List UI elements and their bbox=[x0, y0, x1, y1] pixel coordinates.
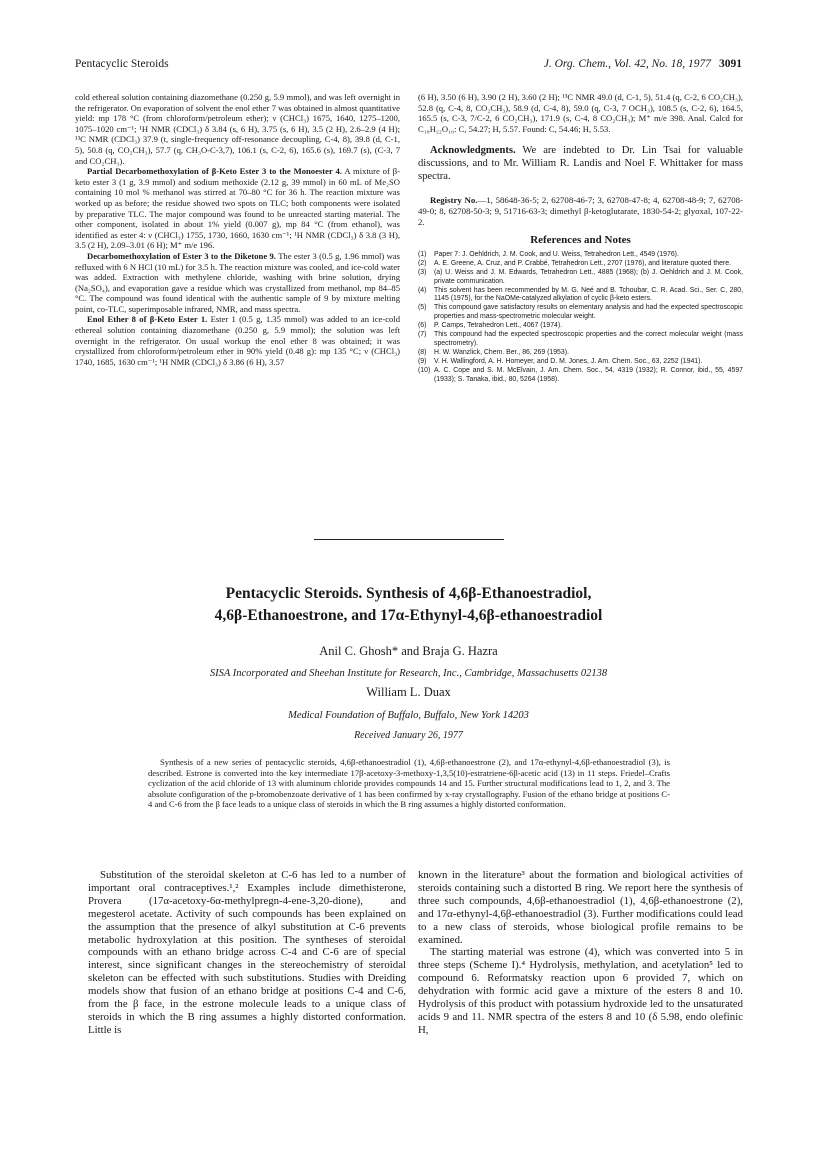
registry-heading: Registry No. bbox=[430, 195, 478, 206]
body-left-column: Substitution of the steroidal skeleton at C-6 has led to a number of important oral contraceptives.¹,² Examples include dimethisterone, Provera (17α-acetoxy-6α-methylpregn-4-ene-3,20-dione), and megesterol acetate. Activity of such compounds has been explained on the assumption that the presence of alkyl substitution at C-6 prevents metabolic hydroxylation at this position. The syntheses of steroidal compounds with an ethano bridge across C-4 and C-6 are of special interest, since significant changes in the stereochemistry of steroidal skeleton can be effected with such substitutions. Studies with Dreiding models show that fusion of an ethano bridge at positions C-4 and C-6, from the β face, in the estrone molecule leads to a unique class of steroids in which the B ring assumes a highly distorted conformation. Little is bbox=[88, 869, 406, 1036]
title-line: 4,6β-Ethanoestrone, and 17α-Ethynyl-4,6β-ethanoestradiol bbox=[214, 607, 603, 624]
experimental-paragraph: Enol Ether 8 of β-Keto Ester 1. Ester 1 (0.5 g, 1.35 mmol) was added to an ice-cold ethereal solution containing diazomethane (0.250 g, 5.9 mmol); the solution was left overnight in the refrigerator. On usual workup the enol ether 8 was obtained; it was crystallized from chloroform/petroleum ether in 90% yield (0.48 g): mp 135 °C; ν (CHCl₃) 1740, 1685, 1630 cm⁻¹; ¹H NMR (CDCl₃) δ 3.86 (6 H), 3.57 bbox=[75, 314, 400, 367]
reference-item: (7) This compound had the expected spectroscopic properties and the correct molecular weight (mass spectrometry). bbox=[418, 331, 743, 347]
reference-item: (5) This compound gave satisfactory results on elementary analysis and had the expected spectroscopic properties and mass-spectrometric molecular weight. bbox=[418, 304, 743, 320]
article-title bbox=[60, 583, 757, 627]
experimental-paragraph: cold ethereal solution containing diazomethane (0.250 g, 5.9 mmol), and was left overnight in the refrigerator. On evaporation of solvent the enol ether 7 was obtained in almost quantitative yield: mp 178 °C (from chloroform/petroleum ether); ν (CHCl₃) 1675, 1640, 1275–1200, 1075–1020 cm⁻¹; ¹H NMR (CDCl₃) δ 3.84 (s, 6 H), 3.75 (s, 6 H), 3.5 (2 H), 2.6–2.9 (4 H); ¹³C NMR (CDCl₃) 37.9 (t, single-frequency off-resonance decoupling, C-4, 8), 39.8 (d, C-1, 5), 50.8 (q, CO₂CH₃), 57.7 (q, CH₃O-C-3,7), 106.1 (s, C-2, 6), 165.6 (s), 169.7 (s), (C-3, 7 and CO₂CH₃). bbox=[75, 92, 400, 166]
reference-item: (9) V. H. Wallingford, A. H. Homeyer, and D. M. Jones, J. Am. Chem. Soc., 63, 2252 (1941). bbox=[418, 357, 703, 365]
page-number: 3091 bbox=[719, 58, 742, 70]
journal-name: J. Org. Chem., Vol. 42, No. 18, 1977 bbox=[543, 58, 711, 70]
section-heading: Partial Decarbomethoxylation of β-Keto Ester 3 to the Monoester 4. bbox=[87, 166, 342, 177]
references-heading: References and Notes bbox=[530, 234, 631, 247]
affiliation: Medical Foundation of Buffalo, Buffalo, New York 14203 bbox=[288, 710, 529, 721]
abstract: Synthesis of a new series of pentacyclic steroids, 4,6β-ethanoestradiol (1), 4,6β-ethanoestrone (2), and 17α-ethynyl-4,6β-ethanoestradiol (3), is described. Estrone is converted into the key intermediate 17β-acetoxy-3-methoxy-1,3,5(10)-estratriene-6β-acetic acid (13) in 11 steps. Friedel–Crafts cyclization of the acid chloride of 13 with aluminum chloride provides compounds 14 and 15. Further structural modifications lead to 1, 2, and 3. The absolute configuration of the p-bromobenzoate derivative of 1 has been confirmed by x-ray crystallography. Fusion of the ethano bridge at positions C-4 and C-6 from the β face leads to a unique class of steroids in which the B ring assumes a highly distorted conformation. bbox=[148, 757, 670, 809]
experimental-paragraph: Partial Decarbomethoxylation of β-Keto Ester 3 to the Monoester 4. A mixture of β-keto ester 3 (1 g, 3.9 mmol) and sodium methoxide (2.12 g, 39 mmol) in 60 mL of Me₂SO containing 10 mol % methanol was stirred at 70–80 °C for 36 h. The reaction mixture was worked up as before; the residue showed two spots on TLC; both components were isolated by preparative TLC. The major compound was found to be unreacted starting material. The other component, isolated in about 1% yield (0.007 g), mp 84 °C (from ethanol), was identified as ester 4: ν (CHCl₃) 1755, 1730, 1660, 1630 cm⁻¹; ¹H NMR (CDCl₃) δ 3.8 (3 H), 3.5 (2 H), 2.09–3.01 (6 H); M⁺ m/e 196. bbox=[75, 166, 400, 251]
reference-item: (8) H. W. Wanzlick, Chem. Ber., 86, 269 (1953). bbox=[418, 348, 569, 356]
reference-item: (4) This solvent has been recommended by M. G. Neé and B. Tchoubar, C. R. Acad. Sci., Ser. C, 280, 1145 (1975), for the NaOMe-catalyzed alkylation of cyclic β-keto esters. bbox=[418, 286, 743, 303]
reference-item: (3) (a) U. Weiss and J. M. Edwards, Tetrahedron Lett., 4885 (1968); (b) J. Oehldrich and J. M. Cook, private communication. bbox=[418, 268, 743, 285]
body-paragraph: known in the literature³ about the formation and biological activities of steroids containing such a distorted B ring. We report here the synthesis of three such compounds, 4,6β-ethanoestradiol (1), 4,6β-ethanoestrone (2), and 17α-ethynyl-4,6β-ethanoestradiol (3). Further modifications could lead to a new class of steroids, whose biological profile remains to be examined. bbox=[418, 869, 743, 946]
experimental-left-column bbox=[75, 92, 400, 367]
body-right-column bbox=[418, 869, 743, 1037]
authors: Anil C. Ghosh* and Braja G. Hazra bbox=[319, 644, 498, 658]
reference-item: (2) A. E. Greene, A. Cruz, and P. Crabbé, Tetrahedron Lett., 2707 (1976), and literature quoted there. bbox=[418, 259, 731, 267]
journal-citation bbox=[544, 58, 742, 70]
received-date: Received January 26, 1977 bbox=[354, 730, 463, 741]
body-paragraph: The starting material was estrone (4), which was converted into 5 in three steps (Scheme I).⁴ Hydrolysis, methylation, and acetylation⁵ led to compound 6. Reformatsky reaction upon 6 provided 7, which on dehydration with formic acid gave a mixture of the esters 8 and 10. Hydrolysis of this product with potassium hydroxide led to the unsaturated acids 9 and 11. NMR spectra of the esters 8 and 10 (δ 5.98, endo olefinic H, bbox=[418, 946, 743, 1036]
reference-item: (6) P. Camps, Tetrahedron Lett., 4067 (1974). bbox=[418, 322, 563, 329]
title-line: Pentacyclic Steroids. Synthesis of 4,6β-Ethanoestradiol, bbox=[225, 585, 592, 602]
acknowledgments-heading: Acknowledgments. bbox=[430, 145, 516, 157]
article-divider bbox=[314, 539, 504, 540]
section-heading: Enol Ether 8 of β-Keto Ester 1. bbox=[87, 314, 208, 325]
reference-item: (1) Paper 7: J. Oehldrich, J. M. Cook, and U. Weiss, Tetrahedron Lett., 4549 (1976). bbox=[418, 250, 679, 258]
references-list bbox=[418, 251, 743, 384]
experimental-paragraph: Decarbomethoxylation of Ester 3 to the Diketone 9. The ester 3 (0.5 g, 1.96 mmol) was refluxed with 6 N HCl (10 mL) for 3.5 h. The reaction mixture was cooled, and ice-cold water was added. Extraction with methylene chloride, washing with brine solution, drying (Na₂SO₄), and evaporation gave a residue which was crystallized from methanol, mp 84–85 °C. The compound was found identical with the authentic sample of 9 by mixture melting point, co-TLC, superimposable infrared, NMR, and mass spectra. bbox=[75, 250, 400, 314]
author: William L. Duax bbox=[366, 685, 451, 699]
affiliation: SISA Incorporated and Sheehan Institute for Research, Inc., Cambridge, Massachusetts 02138 bbox=[209, 668, 608, 679]
acknowledgments: Acknowledgments. We are indebted to Dr. Lin Tsai for valuable discussions, and to Mr. William R. Landis and Noel F. Whittaker for mass spectra. bbox=[418, 145, 743, 183]
registry-numbers: Registry No.—1, 58648-36-5; 2, 62708-46-7; 3, 62708-47-8; 4, 62708-48-9; 7, 62708-49-0; 8, 62708-50-3; 9, 51716-63-3; dimethyl β-ketoglutarate, 1830-54-2; glyoxal, 107-22-2. bbox=[418, 195, 743, 227]
continuation-paragraph: (6 H), 3.50 (6 H), 3.90 (2 H), 3.60 (2 H); ¹³C NMR 49.0 (d, C-1, 5), 51.4 (q, C-2, 6 CO₂CH₃), 52.8 (q, C-4, 8, CO₂CH₃), 58.9 (d, C-4, 8), 59.0 (q, C-3, 7 OCH₃), 108.5 (s, C-2, 6), 164.5, 165.5 (s, C-3, 7/C-2, 6 CO₂CH₃), 171.9 (s, C-4, 8 CO₂CH₃); M⁺ m/e 398. Anal. Calcd for C₁₈H₂₂O₁₀: C, 54.27; H, 5.57. Found: C, 54.46; H, 5.53. bbox=[418, 92, 743, 134]
reference-item: (10) A. C. Cope and S. M. McElvain, J. Am. Chem. Soc., 54, 4319 (1932); R. Connor, ibid., 55, 4597 (1933); S. Tanaka, ibid., 80, 5264 (1958). bbox=[418, 366, 743, 383]
section-heading: Decarbomethoxylation of Ester 3 to the Diketone 9. bbox=[87, 250, 276, 261]
experimental-right-column bbox=[418, 92, 743, 385]
running-title: Pentacyclic Steroids bbox=[75, 58, 169, 70]
